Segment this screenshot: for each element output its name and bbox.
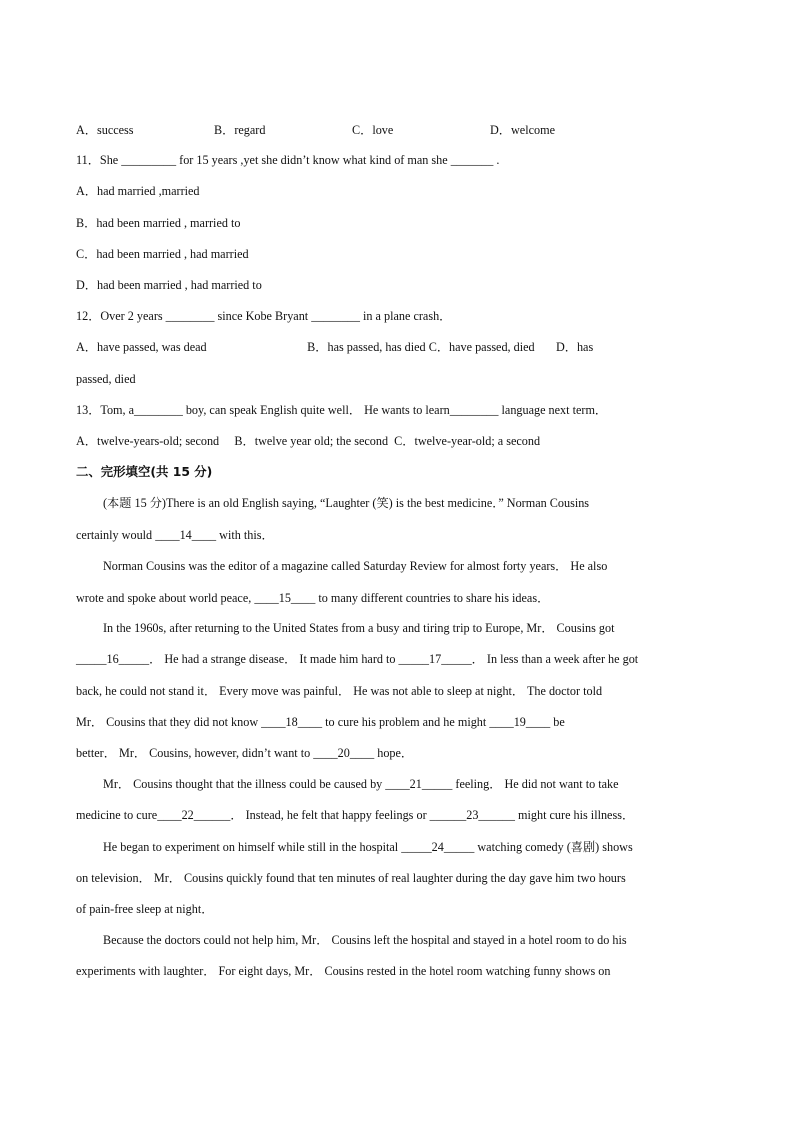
q12-options-line2: passed, died [76,372,136,386]
q10-option-b: B．regard [214,123,266,137]
passage-line: Mr． Cousins thought that the illness could be caused by ____21_____ feeling． He did not want to take [103,777,619,791]
passage-line: of pain-free sleep at night． [76,902,214,916]
q11-option-b: B．had been married , married to [76,216,241,230]
q10-option-a: A．success [76,123,134,137]
passage-line: back, he could not stand it． Every move was painful． He was not able to sleep at night． The doctor told [76,684,603,698]
passage-line: medicine to cure____22______． Instead, he felt that happy feelings or ______23______ might cure his illness． [76,808,635,822]
passage-line: better． Mr． Cousins, however, didn’t want to ____20____ hope． [76,746,414,760]
q12-stem: 12．Over 2 years ________ since Kobe Bryant ________ in a plane crash． [76,309,452,323]
passage-line: In the 1960s, after returning to the United States from a busy and tiring trip to Europe, Mr． Cousins got [103,621,615,635]
passage-line: on television． Mr． Cousins quickly found that ten minutes of real laughter during the day gave him two hours [76,871,626,885]
passage-line: certainly would ____14____ with this． [76,528,274,542]
passage-line: Mr． Cousins that they did not know ____18____ to cure his problem and he might ____19____ be [76,715,565,729]
q10-option-d: D．welcome [490,123,555,137]
q11-option-d: D．had been married , had married to [76,278,262,292]
q13-options: A．twelve-years-old; second B．twelve year old; the second C．twelve-year-old; a second [76,434,541,448]
passage-line: He began to experiment on himself while still in the hospital _____24_____ watching comedy (喜剧) shows [103,840,633,854]
passage-line: (本题 15 分)There is an old English saying, “Laughter (笑) is the best medicine．” Norman Cousins [103,496,590,510]
passage-line: Because the doctors could not help him, Mr． Cousins left the hospital and stayed in a hotel room to do his [103,933,627,947]
q11-option-a: A．had married ,married [76,184,200,198]
q13-stem: 13．Tom, a________ boy, can speak English quite well． He wants to learn________ language next term． [76,403,608,417]
passage-line: Norman Cousins was the editor of a magazine called Saturday Review for almost forty years． He also [103,559,608,573]
q10-option-c: C．love [352,123,394,137]
passage-line: wrote and spoke about world peace, ____15____ to many different countries to share his ideas． [76,591,550,605]
passage-line: _____16_____． He had a strange disease． It made him hard to _____17_____． In less than a week after he got [76,652,639,666]
q12-options-line1: A．have passed, was dead B．has passed, has died C．have passed, died D．has [76,340,594,354]
section-heading-cloze: 二、完形填空(共 15 分) [76,464,213,479]
q11-option-c: C．had been married , had married [76,247,249,261]
q11-stem: 11．She _________ for 15 years ,yet she didn’t know what kind of man she _______ . [76,153,500,167]
passage-line: experiments with laughter． For eight days, Mr． Cousins rested in the hotel room watching funny shows on [76,964,611,978]
